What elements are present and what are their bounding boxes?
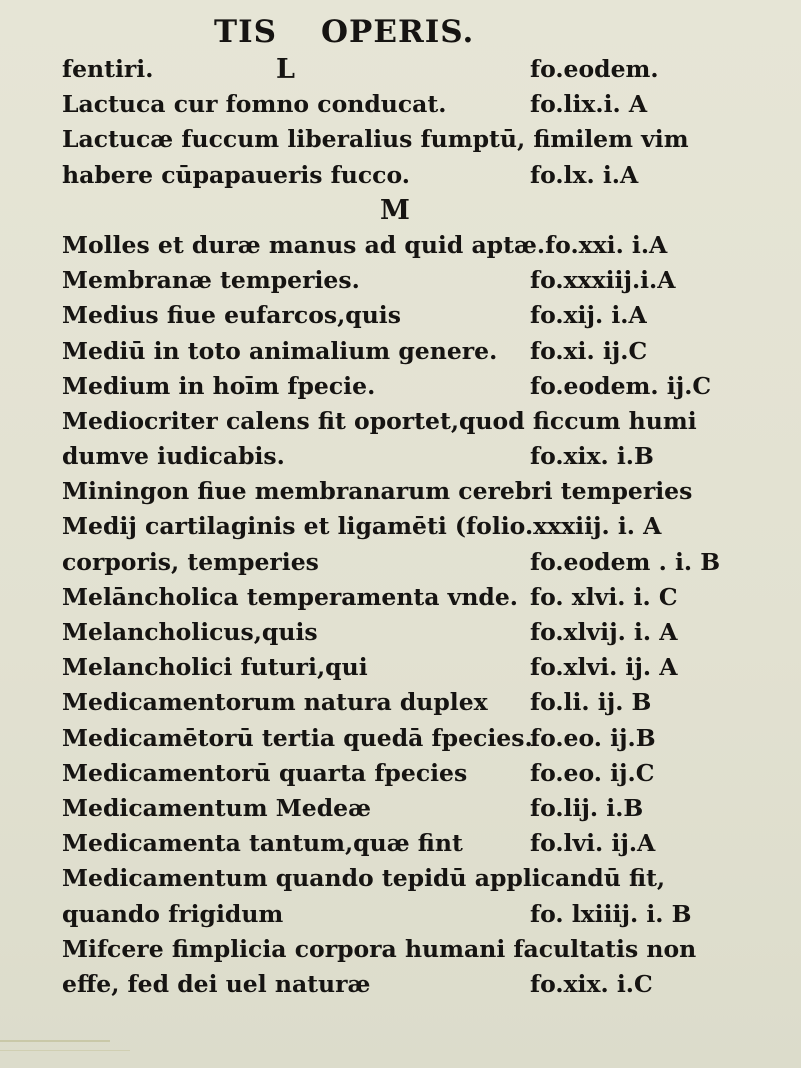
entry-ref: fo.eodem . i. B [530, 547, 721, 576]
running-head-right: OPERIS. [321, 14, 475, 50]
index-entry [62, 615, 782, 650]
entry-ref: fo.xlvij. i. A [530, 618, 678, 646]
index-entry [62, 545, 782, 580]
index-entry [62, 509, 782, 544]
entry-text: Melāncholica temperamenta vnde. [62, 582, 518, 611]
entry-text: Medium in hoīm fpecie. [62, 371, 376, 400]
entry-text: Miningon fiue membranarum cerebri temperies [62, 477, 693, 506]
index-entry [62, 826, 782, 861]
entry-text: Melancholicus,quis [62, 618, 318, 646]
entry-ref: fo.xxxiij.i.A [530, 266, 676, 295]
entry-ref: fo.xix. i.B [530, 442, 654, 471]
entry-ref: fo.lix.i. A [530, 90, 648, 119]
entry-text: Membranæ temperies. [62, 266, 360, 295]
entry-ref: fo.xlvi. ij. A [530, 653, 678, 682]
entry-ref: fo.xix. i.C [530, 969, 653, 998]
entry-ref: fo.eo. ij.B [530, 723, 656, 752]
index-entry [62, 861, 782, 896]
entry-text: Medius fiue eufarcos,quis [62, 301, 401, 330]
running-head-left: TIS [214, 14, 277, 50]
index-entry [62, 52, 782, 87]
entry-text: Mediū in toto animalium genere. [62, 336, 498, 365]
index-entry [62, 580, 782, 615]
entry-text: Lactuca cur fomno conducat. [62, 90, 447, 119]
index-entry [62, 228, 782, 263]
entry-ref: fo.xij. i.A [530, 301, 647, 330]
entry-text: Medicamenta tantum,quæ fint [62, 829, 463, 858]
entry-text: Lactucæ fuccum liberalius fumptū, fimilem vim [62, 125, 689, 154]
index-entry [62, 404, 782, 439]
entry-ref: fo. lxiiij. i. B [530, 899, 692, 928]
entry-text: corporis, temperies [62, 547, 319, 576]
entry-ref: fo.lij. i.B [530, 793, 644, 822]
index-entry [62, 932, 782, 967]
index-entry [62, 721, 782, 756]
entry-text: habere cūpapaueris fucco. [62, 160, 410, 189]
index-entry [62, 474, 782, 509]
entry-ref: fo.eodem. ij.C [530, 371, 712, 400]
entry-text: quando frigidum [62, 899, 284, 928]
entry-text: Medicamētorū tertia quedā fpecies. [62, 723, 533, 752]
entry-text: dumve iudicabis. [62, 442, 285, 471]
index-entry [62, 967, 782, 1002]
entry-ref: fo. xlvi. i. C [530, 582, 678, 611]
page-edge-line [0, 1040, 110, 1042]
index-entry [62, 298, 782, 333]
entry-text: Molles et duræ manus ad quid aptæ.fo.xxi. i.A [62, 230, 668, 259]
section-heading [62, 193, 782, 228]
entry-ref: fo.eodem. [530, 55, 659, 83]
entry-text: Mifcere fimplicia corpora humani facultatis non [62, 934, 697, 963]
running-head [0, 14, 801, 54]
index-entry [62, 650, 782, 685]
entry-ref: fo.eo. ij.C [530, 758, 655, 787]
entry-text: fentiri. [62, 55, 154, 83]
page-edge-line [0, 1050, 130, 1051]
entry-text: Melancholici futuri,qui [62, 653, 368, 682]
entry-ref: fo.lx. i.A [530, 160, 639, 189]
index-entry [62, 87, 782, 122]
index-entry [62, 334, 782, 369]
index-entry [62, 263, 782, 298]
index-entry [62, 439, 782, 474]
entry-text: Medicamentorum natura duplex [62, 688, 488, 717]
entry-text: Medicamentum Medeæ [62, 793, 372, 822]
section-letter-m: M [380, 194, 410, 226]
entry-text: Medij cartilaginis et ligamēti (folio.xxxiij. i. A [62, 512, 662, 541]
index-entries [62, 52, 782, 1002]
index-entry [62, 685, 782, 720]
index-entry [62, 158, 782, 193]
entry-ref: fo.lvi. ij.A [530, 829, 656, 858]
entry-ref: fo.li. ij. B [530, 688, 652, 717]
index-entry [62, 369, 782, 404]
entry-text: Medicamentorū quarta fpecies [62, 758, 468, 787]
entry-ref: fo.xi. ij.C [530, 336, 648, 365]
index-entry [62, 791, 782, 826]
index-entry [62, 122, 782, 157]
entry-text: Mediocriter calens fit oportet,quod ficcum humi [62, 406, 697, 435]
section-letter-l: L [276, 54, 295, 85]
entry-text: effe, fed dei uel naturæ [62, 969, 371, 998]
index-entry [62, 897, 782, 932]
entry-text: Medicamentum quando tepidū applicandū fit, [62, 864, 666, 893]
index-entry [62, 756, 782, 791]
